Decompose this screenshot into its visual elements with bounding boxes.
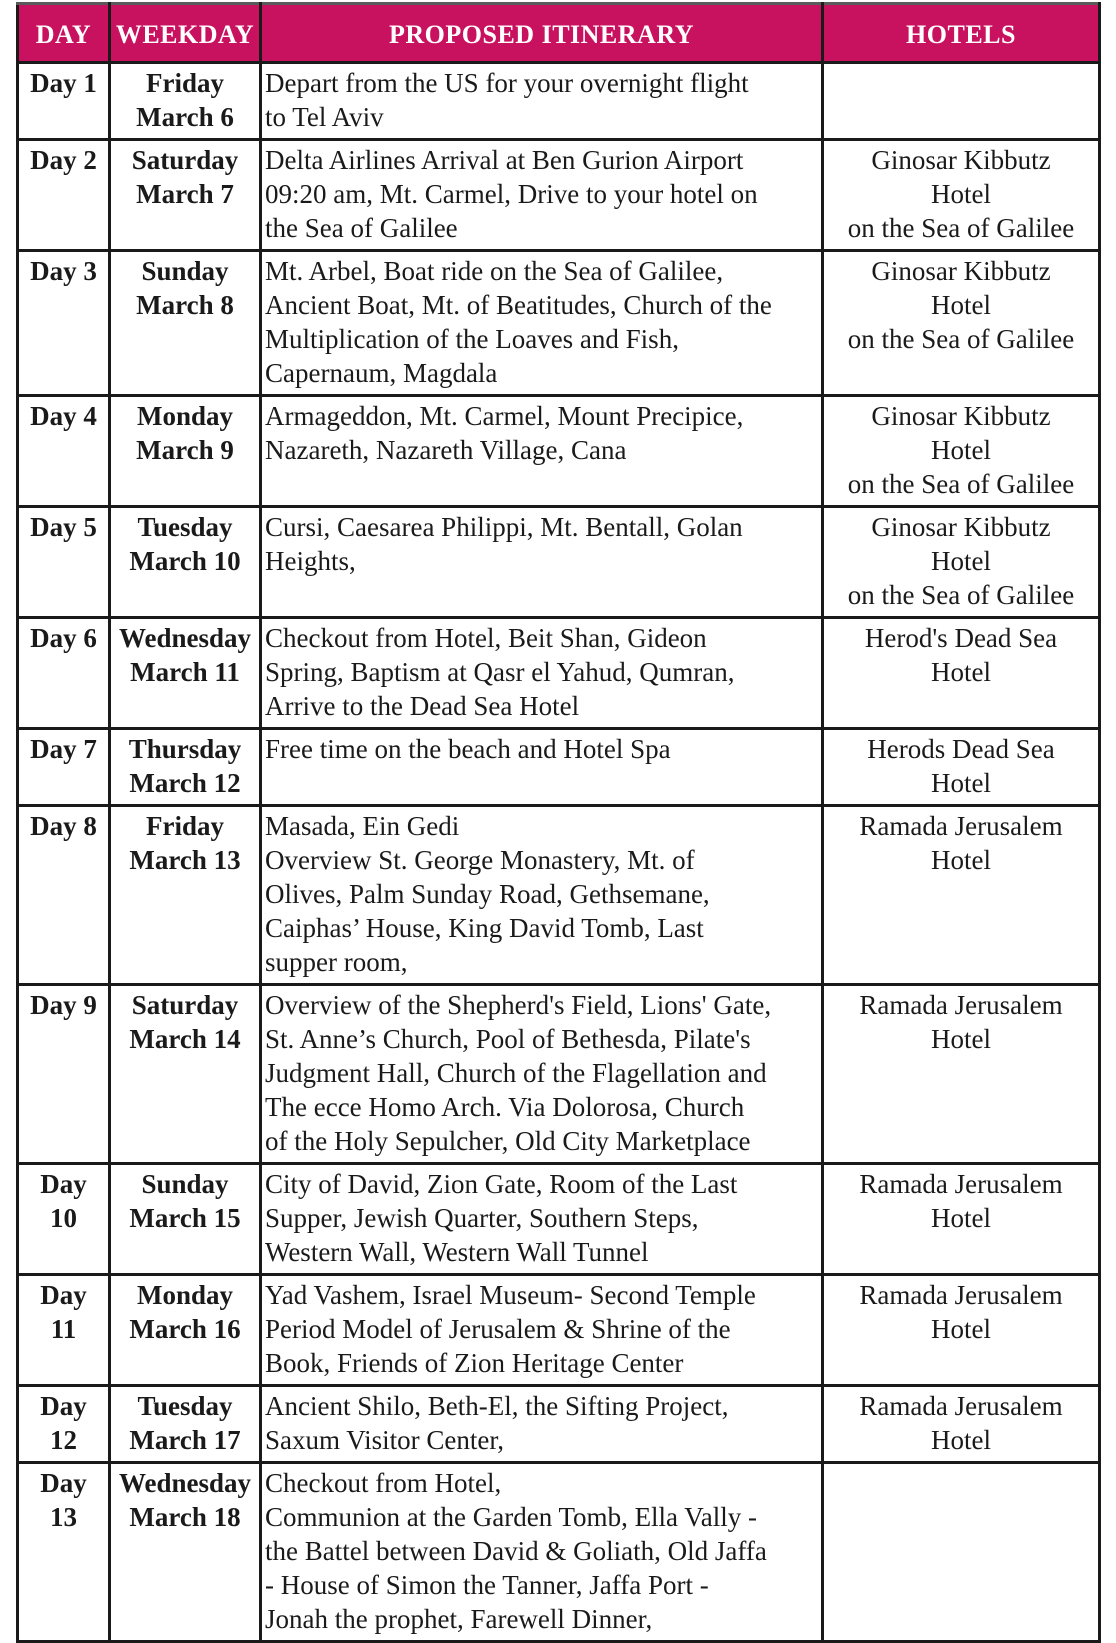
itinerary-cell: Checkout from Hotel, Beit Shan, Gideon Spring, Baptism at Qasr el Yahud, Qumran, Arrive to the Dead Sea Hotel: [261, 618, 823, 729]
hotel-cell: Ginosar Kibbutz Hotel on the Sea of Galilee: [823, 507, 1100, 618]
weekday-cell: [110, 507, 261, 618]
table-body: [18, 63, 1100, 1642]
weekday-cell: [110, 396, 261, 507]
header-weekday: WEEKDAY: [110, 4, 261, 63]
weekday-cell: [110, 985, 261, 1164]
day-cell: Day 11: [18, 1275, 110, 1386]
hotel-cell: Ramada Jerusalem Hotel: [823, 1386, 1100, 1463]
weekday-name: Saturday: [131, 145, 239, 175]
weekday-name: Tuesday: [137, 1391, 233, 1421]
day-cell: Day 7: [18, 729, 110, 806]
day-cell: Day 8: [18, 806, 110, 985]
table-row: [18, 396, 1100, 507]
day-cell: Day 1: [18, 63, 110, 140]
hotel-cell: Herods Dead Sea Hotel: [823, 729, 1100, 806]
day-cell: Day 12: [18, 1386, 110, 1463]
itinerary-cell: Free time on the beach and Hotel Spa: [261, 729, 823, 806]
table-header: [18, 4, 1100, 63]
weekday-date: March 15: [129, 1203, 241, 1233]
weekday-cell: [110, 806, 261, 985]
table-row: [18, 1463, 1100, 1642]
table-row: [18, 1164, 1100, 1275]
itinerary-cell: Yad Vashem, Israel Museum- Second Temple Period Model of Jerusalem & Shrine of the Book, Friends of Zion Heritage Center: [261, 1275, 823, 1386]
weekday-date: March 9: [136, 435, 234, 465]
hotel-cell: [823, 63, 1100, 140]
weekday-name: Monday: [136, 401, 234, 431]
weekday-cell: [110, 1275, 261, 1386]
weekday-date: March 8: [136, 290, 234, 320]
day-cell: Day 9: [18, 985, 110, 1164]
weekday-name: Tuesday: [137, 512, 233, 542]
table-row: [18, 618, 1100, 729]
itinerary-cell: Ancient Shilo, Beth-El, the Sifting Project, Saxum Visitor Center,: [261, 1386, 823, 1463]
weekday-name: Sunday: [141, 256, 229, 286]
weekday-date: March 18: [129, 1502, 241, 1532]
weekday-cell: [110, 618, 261, 729]
table-row: [18, 729, 1100, 806]
hotel-cell: Ramada Jerusalem Hotel: [823, 1275, 1100, 1386]
table-row: [18, 985, 1100, 1164]
day-cell: Day 10: [18, 1164, 110, 1275]
weekday-date: March 16: [129, 1314, 241, 1344]
hotel-cell: Ramada Jerusalem Hotel: [823, 806, 1100, 985]
itinerary-cell: Mt. Arbel, Boat ride on the Sea of Galilee, Ancient Boat, Mt. of Beatitudes, Church of the Multiplication of the Loaves and Fish, Capernaum, Magdala: [261, 251, 823, 396]
itinerary-cell: Cursi, Caesarea Philippi, Mt. Bentall, Golan Heights,: [261, 507, 823, 618]
weekday-date: March 10: [129, 546, 241, 576]
table-row: [18, 806, 1100, 985]
hotel-cell: Ginosar Kibbutz Hotel on the Sea of Galilee: [823, 140, 1100, 251]
weekday-date: March 17: [129, 1425, 241, 1455]
hotel-cell: Ginosar Kibbutz Hotel on the Sea of Galilee: [823, 251, 1100, 396]
day-cell: Day 13: [18, 1463, 110, 1642]
table-row: [18, 140, 1100, 251]
weekday-name: Wednesday: [118, 623, 252, 653]
header-itinerary: PROPOSED ITINERARY: [261, 4, 823, 63]
weekday-date: March 13: [129, 845, 241, 875]
table-row: [18, 63, 1100, 140]
weekday-name: Sunday: [141, 1169, 229, 1199]
day-cell: Day 2: [18, 140, 110, 251]
table-row: [18, 1386, 1100, 1463]
itinerary-cell: Delta Airlines Arrival at Ben Gurion Airport 09:20 am, Mt. Carmel, Drive to your hotel on the Sea of Galilee: [261, 140, 823, 251]
hotel-cell: [823, 1463, 1100, 1642]
header-row: [18, 4, 1100, 63]
weekday-name: Saturday: [131, 990, 239, 1020]
itinerary-cell: City of David, Zion Gate, Room of the Last Supper, Jewish Quarter, Southern Steps, Western Wall, Western Wall Tunnel: [261, 1164, 823, 1275]
day-cell: Day 5: [18, 507, 110, 618]
hotel-cell: Herod's Dead Sea Hotel: [823, 618, 1100, 729]
weekday-cell: [110, 63, 261, 140]
hotel-cell: Ginosar Kibbutz Hotel on the Sea of Galilee: [823, 396, 1100, 507]
weekday-date: March 14: [129, 1024, 241, 1054]
weekday-date: March 7: [136, 179, 234, 209]
hotel-cell: Ramada Jerusalem Hotel: [823, 1164, 1100, 1275]
weekday-cell: [110, 1463, 261, 1642]
weekday-cell: [110, 1386, 261, 1463]
weekday-date: March 12: [129, 768, 241, 798]
itinerary-table: [16, 2, 1101, 1643]
weekday-cell: [110, 1164, 261, 1275]
table-row: [18, 507, 1100, 618]
hotel-cell: Ramada Jerusalem Hotel: [823, 985, 1100, 1164]
weekday-name: Wednesday: [118, 1468, 252, 1498]
table-row: [18, 251, 1100, 396]
day-cell: Day 3: [18, 251, 110, 396]
day-cell: Day 6: [18, 618, 110, 729]
weekday-date: March 6: [136, 102, 234, 132]
itinerary-cell: Armageddon, Mt. Carmel, Mount Precipice, Nazareth, Nazareth Village, Cana: [261, 396, 823, 507]
header-day: DAY: [18, 4, 110, 63]
weekday-name: Thursday: [128, 734, 242, 764]
weekday-cell: [110, 140, 261, 251]
itinerary-cell: Depart from the US for your overnight flight to Tel Aviv: [261, 63, 823, 140]
header-hotels: HOTELS: [823, 4, 1100, 63]
day-cell: Day 4: [18, 396, 110, 507]
weekday-name: Monday: [136, 1280, 234, 1310]
itinerary-cell: Masada, Ein Gedi Overview St. George Monastery, Mt. of Olives, Palm Sunday Road, Gethsemane, Caiphas’ House, King David Tomb, Last supper room,: [261, 806, 823, 985]
weekday-cell: [110, 729, 261, 806]
itinerary-cell: Overview of the Shepherd's Field, Lions' Gate, St. Anne’s Church, Pool of Bethesda, Pilate's Judgment Hall, Church of the Flagellation and The ecce Homo Arch. Via Dolorosa, Church of the Holy Sepulcher, Old City Marketplace: [261, 985, 823, 1164]
itinerary-cell: Checkout from Hotel, Communion at the Garden Tomb, Ella Vally - the Battel between David & Goliath, Old Jaffa - House of Simon the Tanner, Jaffa Port - Jonah the prophet, Farewell Dinner,: [261, 1463, 823, 1642]
weekday-name: Friday: [146, 68, 224, 98]
weekday-cell: [110, 251, 261, 396]
weekday-name: Friday: [146, 811, 224, 841]
table-row: [18, 1275, 1100, 1386]
weekday-date: March 11: [130, 657, 240, 687]
